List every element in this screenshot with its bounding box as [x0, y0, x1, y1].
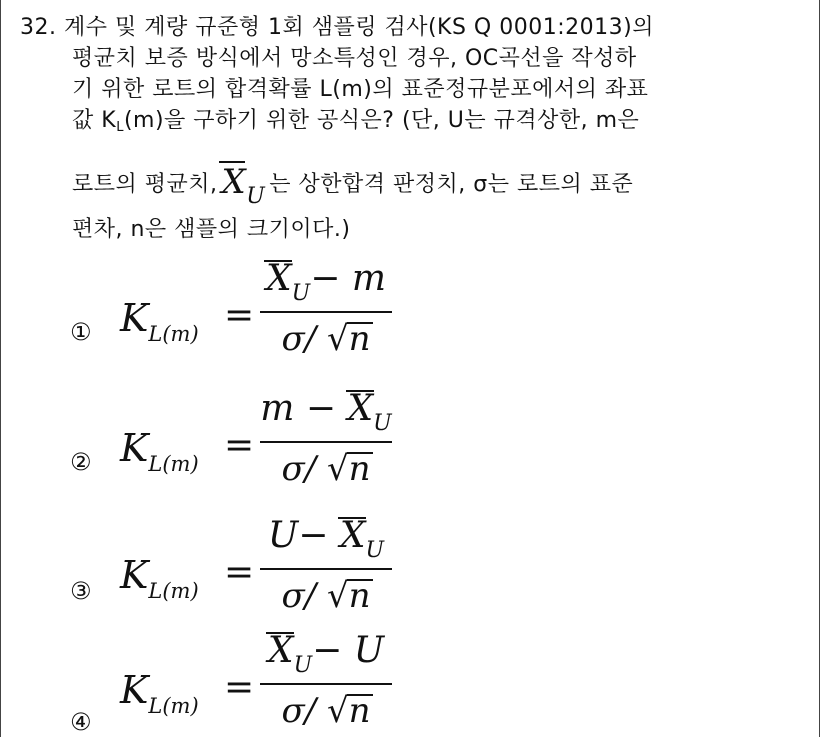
equals-sign: = — [224, 667, 255, 708]
subscript: U — [246, 184, 266, 209]
question-text-fragment: 로트의 평균치, — [72, 172, 218, 197]
xu-symbol: $X_U$ — [267, 630, 313, 678]
equals-sign: = — [224, 552, 255, 593]
question-line — [20, 105, 760, 143]
denominator: σ/ √ n — [281, 576, 371, 616]
fraction-bar — [260, 311, 392, 313]
choice-number: ① — [70, 318, 92, 346]
sqrt-symbol: √ n — [326, 319, 371, 359]
xu-symbol: $X_U$ — [339, 515, 385, 563]
fraction — [260, 258, 392, 359]
question-line: 편차, n은 샘플의 크기이다.) — [72, 217, 351, 242]
denominator: σ/ √ n — [281, 691, 371, 731]
numerator: U− $X_U$ — [267, 515, 385, 563]
fraction-bar — [260, 683, 392, 685]
equals-sign: = — [224, 425, 255, 466]
numerator: $X_U- U$ — [267, 630, 385, 678]
xu-symbol: $X_U$ — [347, 388, 392, 436]
subscript: L — [116, 120, 124, 135]
minus-sign: − — [298, 515, 329, 556]
choice-number: ④ — [70, 708, 92, 736]
choice-number: ③ — [70, 577, 92, 605]
formula-lhs: $K_{L(m)}$ — [120, 296, 199, 346]
numerator: m − $X_U$ — [260, 388, 392, 436]
fraction-bar — [260, 441, 392, 443]
question-line — [20, 162, 760, 214]
formula-lhs: $K_{L(m)}$ — [120, 553, 199, 603]
question-text — [20, 12, 760, 245]
question-text-fragment: 는 상한합격 판정치, σ는 로트의 표준 — [269, 172, 634, 197]
minus-sign: − — [310, 258, 341, 299]
fraction — [260, 630, 392, 731]
question-text-fragment: (m)을 구하기 위한 공식은? (단, U는 규격상한, m은 — [123, 108, 640, 133]
overline — [219, 161, 246, 163]
xu-symbol: $X_U$ — [266, 258, 311, 306]
fraction-bar — [260, 568, 392, 570]
fraction — [260, 515, 392, 616]
sqrt-symbol: √ n — [326, 691, 371, 731]
choice-3[interactable] — [70, 515, 470, 635]
sqrt-symbol: √ n — [326, 576, 371, 616]
sqrt-symbol: √ n — [326, 449, 371, 489]
fraction — [260, 388, 392, 489]
question-line: 기 위한 로트의 합격확률 L(m)의 표준정규분포에서의 좌표 — [72, 77, 649, 102]
minus-sign: − — [312, 630, 343, 671]
numerator: $X_U- m$ — [266, 258, 386, 306]
formula-lhs: $K_{L(m)}$ — [120, 668, 199, 718]
denominator: σ/ √ n — [281, 449, 371, 489]
question-text-fragment: 값 K — [72, 108, 117, 133]
choice-4[interactable] — [70, 630, 470, 750]
minus-sign: − — [305, 388, 337, 429]
xu-symbol — [221, 162, 266, 214]
x-symbol: X — [221, 162, 247, 202]
choice-1[interactable] — [70, 258, 470, 378]
question-line: 평균치 보증 방식에서 망소특성인 경우, OC곡선을 작성하 — [72, 46, 637, 71]
choice-number: ② — [70, 448, 92, 476]
question-line: 32. 계수 및 계량 규준형 1회 샘플링 검사(KS Q 0001:2013)의 — [20, 15, 654, 40]
equals-sign: = — [224, 295, 255, 336]
formula-lhs: $K_{L(m)}$ — [120, 426, 199, 476]
choice-2[interactable] — [70, 388, 470, 508]
denominator: σ/ √ n — [281, 319, 371, 359]
